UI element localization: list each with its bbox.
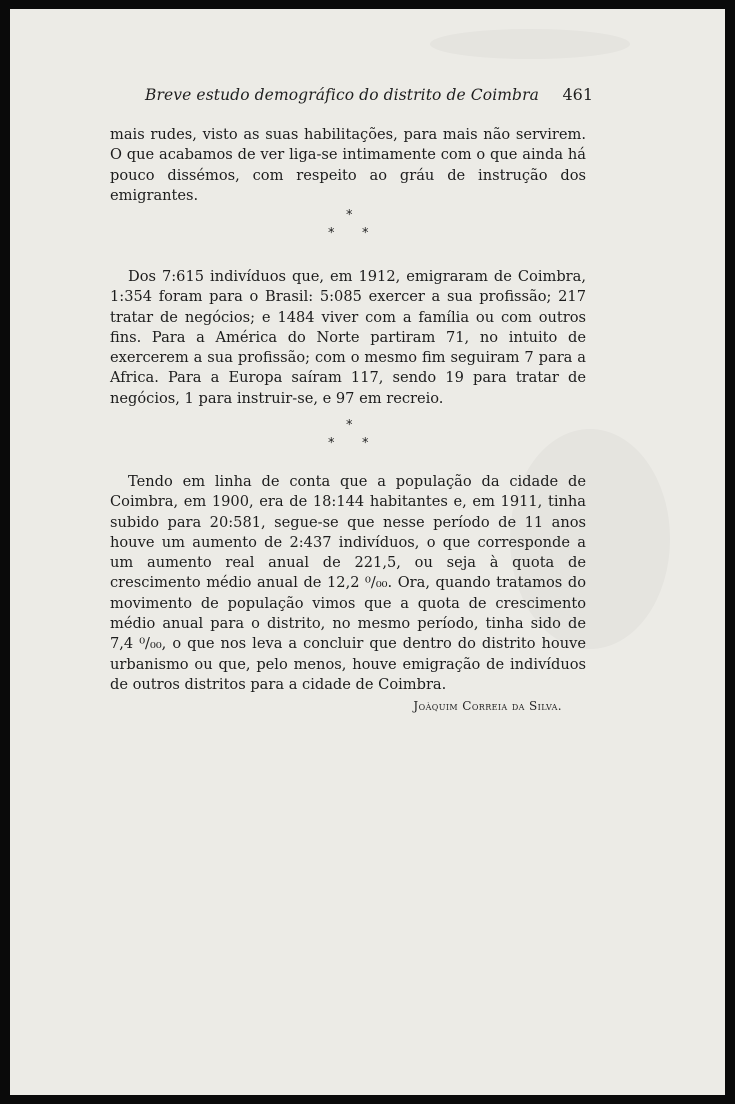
asterism-separator-2 [320,419,380,459]
paragraph-3: Tendo em linha de conta que a população da cidade de Coimbra, em 1900, era de 18:144 habitantes e, em 1911, tinha subido para 20:581, segue-se que nesse período de 11 anos houve um aumento de 2:437 indivíduos, o que corresponde a um aumento real anual de 221,5, ou seja à quota de crescimento médio anual de 12,2 ⁰/₀₀. Ora, quando tratamos do movimento de população vimos que a quota de crescimento médio anual para o distrito, no mesmo período, tinha sido de 7,4 ⁰/₀₀, o que nos leva a concluir que dentro do distrito houve urbanismo ou que, pelo menos, houve emigração de indivíduos de outros distritos para a cidade de Coimbra. [110,473,586,693]
running-title: Breve estudo demográfico do distrito de Coimbra [145,86,539,104]
asterisk: * [362,226,369,241]
asterism-separator-1 [320,209,380,249]
asterisk: * [328,226,335,241]
author-signature: Joàquim Correia da Silva. [413,699,562,713]
asterisk: * [362,436,369,451]
asterisk: * [346,208,353,223]
page-number: 461 [562,85,593,104]
page [10,9,725,1095]
paragraph-1: mais rudes, visto as suas habilitações, para mais não servirem. O que acabamos de ver liga-se intimamente com o que ainda há pouco dissémos, com respeito ao gráu de instrução dos emigrantes. [110,126,586,204]
running-header [145,85,593,104]
asterisk: * [346,418,353,433]
asterisk: * [328,436,335,451]
paragraph-2: Dos 7:615 indivíduos que, em 1912, emigraram de Coimbra, 1:354 foram para o Brasil: 5:085 exercer a sua profissão; 217 tratar de negócios; e 1484 viver com a família ou com outros fins. Para a América do Norte partiram 71, no intuito de exercerem a sua profissão; com o mesmo fim seguiram 7 para a Africa. Para a Europa saíram 117, sendo 19 para tratar de negócios, 1 para instruir-se, e 97 em recreio. [110,268,586,407]
